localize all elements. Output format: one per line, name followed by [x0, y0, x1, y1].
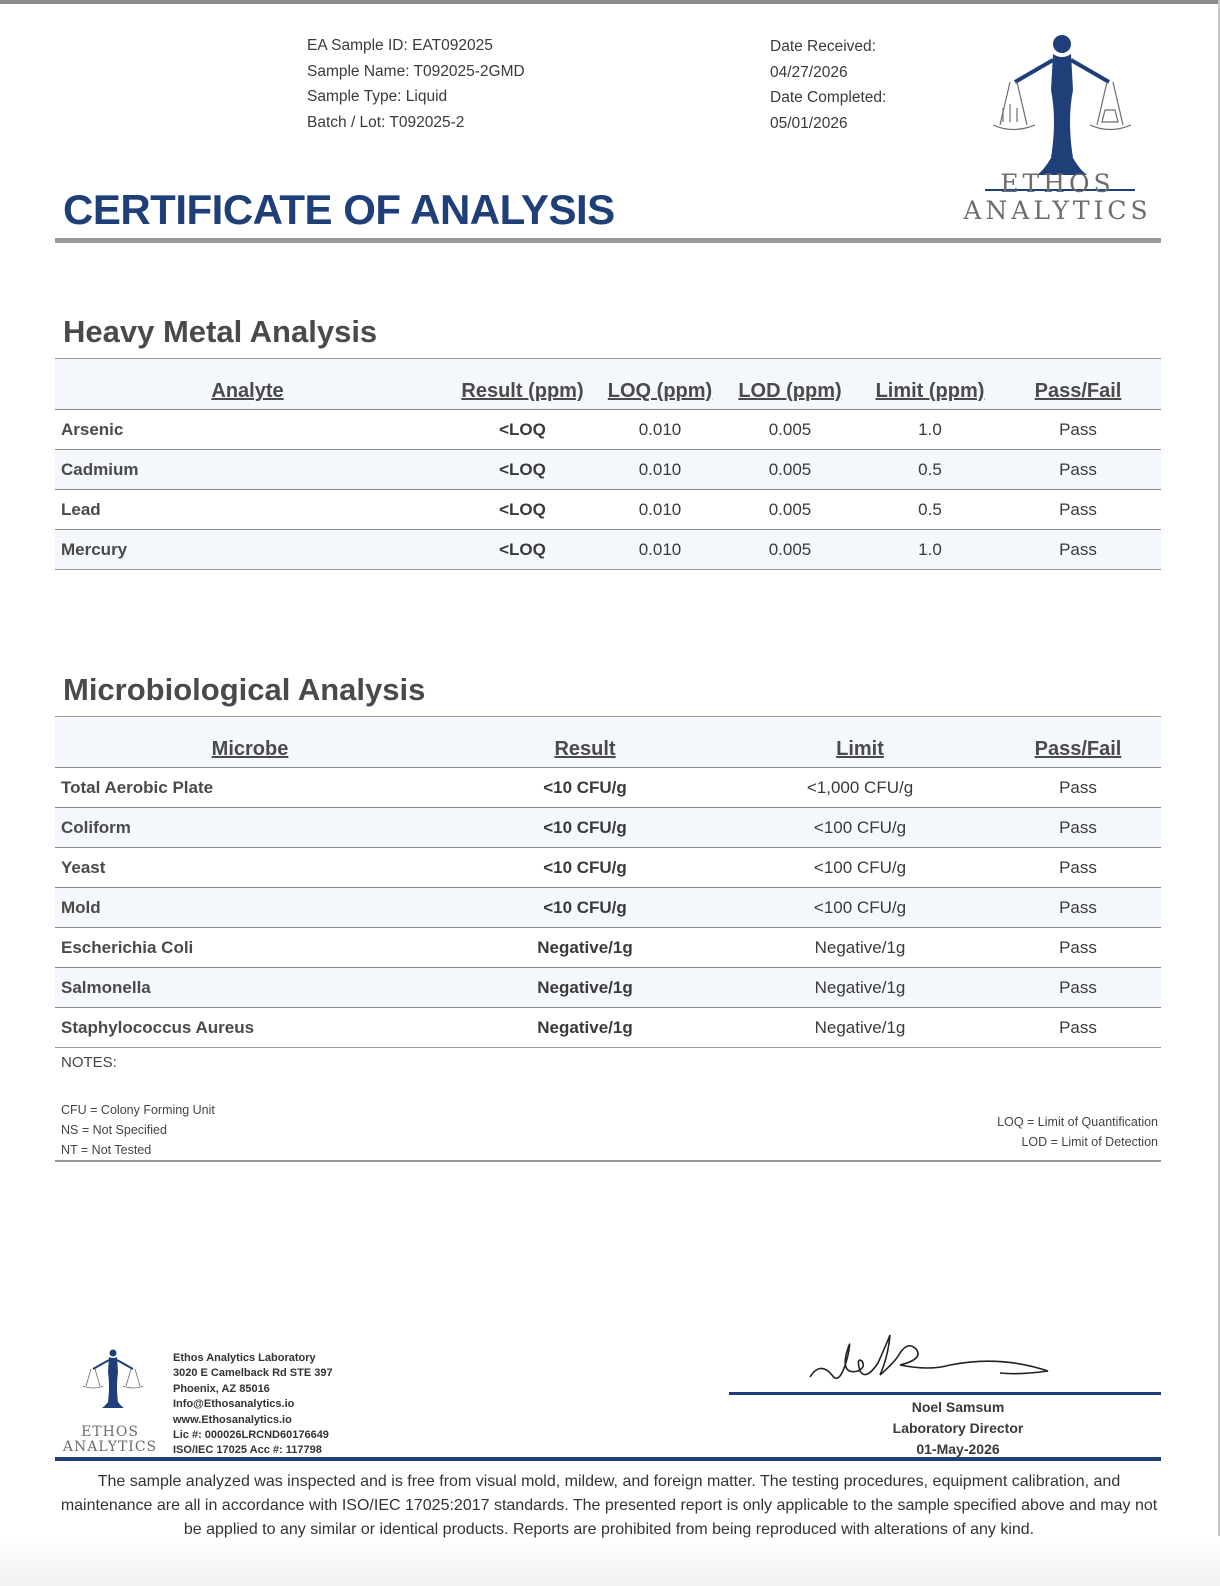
table-row	[55, 530, 1161, 570]
table-cell: 0.005	[715, 450, 865, 490]
column-header: Limit (ppm)	[875, 380, 985, 402]
signature-image	[800, 1325, 1060, 1395]
table-cell: 0.005	[715, 530, 865, 570]
table-cell: 0.5	[865, 450, 995, 490]
column-header: Limit	[836, 738, 884, 760]
lab-contact-block	[173, 1351, 333, 1459]
table-row	[55, 968, 1161, 1008]
column-header: Result (ppm)	[461, 380, 584, 402]
lab-iso: ISO/IEC 17025 Acc #: 117798	[173, 1444, 322, 1457]
table-cell: Negative/1g	[725, 968, 995, 1008]
title-divider	[55, 238, 1161, 243]
table-cell: Negative/1g	[445, 1008, 725, 1048]
table-cell: <LOQ	[440, 490, 605, 530]
small-brand-line-1: ETHOS	[81, 1424, 139, 1440]
signer-name: Noel Samsum	[911, 1399, 1005, 1415]
table-cell: 0.010	[605, 530, 715, 570]
table-cell: <10 CFU/g	[445, 888, 725, 928]
notes-abbreviations	[61, 1100, 215, 1160]
table-cell: 0.005	[715, 410, 865, 450]
table-cell: Pass	[995, 530, 1161, 570]
row-label: Lead	[55, 490, 440, 530]
table-cell: <1,000 CFU/g	[725, 768, 995, 808]
column-header: LOQ (ppm)	[607, 380, 713, 402]
top-border	[0, 0, 1220, 4]
table-cell: Negative/1g	[725, 1008, 995, 1048]
table-cell: 0.010	[605, 410, 715, 450]
small-brand-line-2: ANALYTICS	[62, 1439, 158, 1455]
column-header: Analyte	[211, 380, 284, 402]
lab-website: www.Ethosanalytics.io	[173, 1413, 292, 1426]
table-cell: <100 CFU/g	[725, 888, 995, 928]
notes-label: NOTES:	[61, 1054, 117, 1071]
table-cell: Pass	[995, 1008, 1161, 1048]
table-row	[55, 1008, 1161, 1048]
table-cell: 0.005	[715, 490, 865, 530]
table-row	[55, 848, 1161, 888]
table-cell: Pass	[995, 410, 1161, 450]
lab-address-2: Phoenix, AZ 85016	[173, 1382, 270, 1395]
batch-lot: Batch / Lot: T092025-2	[307, 113, 465, 131]
table-row	[55, 490, 1161, 530]
sample-info	[307, 33, 525, 135]
table-cell: <LOQ	[440, 450, 605, 490]
footer-divider	[55, 1457, 1161, 1461]
micro-header-row	[55, 717, 1161, 768]
table-cell: Pass	[995, 768, 1161, 808]
table-cell: Pass	[995, 808, 1161, 848]
table-cell: Pass	[995, 490, 1161, 530]
table-cell: Pass	[995, 888, 1161, 928]
row-label: Salmonella	[55, 968, 445, 1008]
notes-definitions	[997, 1112, 1158, 1152]
sample-type: Sample Type: Liquid	[307, 88, 448, 106]
heavy-metal-header-row	[55, 359, 1161, 410]
row-label: Cadmium	[55, 450, 440, 490]
table-cell: 0.5	[865, 490, 995, 530]
signer-block	[858, 1397, 1058, 1460]
table-cell: <100 CFU/g	[725, 808, 995, 848]
brand-wordmark	[955, 170, 1160, 224]
table-cell: Negative/1g	[445, 928, 725, 968]
column-header: Microbe	[211, 738, 289, 760]
table-cell: Pass	[995, 928, 1161, 968]
lab-license: Lic #: 000026LRCND60176649	[173, 1429, 329, 1442]
lab-name: Ethos Analytics Laboratory	[173, 1352, 316, 1364]
table-row	[55, 888, 1161, 928]
page-bottom-shade	[0, 1536, 1220, 1586]
signature-line	[729, 1392, 1161, 1395]
note-item: NS = Not Specified	[61, 1123, 167, 1137]
row-label: Total Aerobic Plate	[55, 768, 445, 808]
sample-name: Sample Name: T092025-2GMD	[307, 62, 525, 80]
table-cell: <10 CFU/g	[445, 808, 725, 848]
signer-role: Laboratory Director	[892, 1420, 1024, 1436]
row-label: Mold	[55, 888, 445, 928]
table-row	[55, 410, 1161, 450]
table-cell: Pass	[995, 968, 1161, 1008]
row-label: Coliform	[55, 808, 445, 848]
row-label: Mercury	[55, 530, 440, 570]
date-completed: 05/01/2026	[770, 114, 848, 132]
note-item: LOQ = Limit of Quantification	[997, 1115, 1158, 1129]
notes-divider	[55, 1160, 1161, 1162]
note-item: NT = Not Tested	[61, 1143, 152, 1157]
signer-date: 01-May-2026	[916, 1441, 1000, 1457]
table-cell: 0.010	[605, 450, 715, 490]
sample-id: EA Sample ID: EAT092025	[307, 37, 493, 54]
table-row	[55, 808, 1161, 848]
table-row	[55, 928, 1161, 968]
table-cell: <LOQ	[440, 530, 605, 570]
heavy-metal-title: Heavy Metal Analysis	[63, 314, 378, 349]
table-cell: 0.010	[605, 490, 715, 530]
column-header: Pass/Fail	[1034, 380, 1122, 402]
row-label: Escherichia Coli	[55, 928, 445, 968]
table-cell: Negative/1g	[445, 968, 725, 1008]
table-cell: 1.0	[865, 530, 995, 570]
row-label: Staphylococcus Aureus	[55, 1008, 445, 1048]
table-cell: Negative/1g	[725, 928, 995, 968]
date-info	[770, 34, 886, 136]
table-cell: 1.0	[865, 410, 995, 450]
heavy-metal-table	[55, 358, 1161, 570]
table-cell: Pass	[995, 848, 1161, 888]
micro-table	[55, 716, 1161, 1048]
micro-title: Microbiological Analysis	[63, 672, 426, 707]
table-cell: <10 CFU/g	[445, 848, 725, 888]
row-label: Yeast	[55, 848, 445, 888]
column-header: LOD (ppm)	[738, 380, 842, 402]
column-header: Result	[554, 738, 616, 760]
document-title: CERTIFICATE OF ANALYSIS	[63, 186, 615, 233]
disclaimer-text: The sample analyzed was inspected and is free from visual mold, mildew, and foreign matter. The testing procedures, equipment calibration, and maintenance are all in accordance with ISO/IEC 17025:2017 standards. The presented report is only applicable to the sample specified above and may not be applied to any similar or identical products. Reports are prohibited from being reproduced with alterations of any kind.	[60, 1473, 1158, 1538]
table-row	[55, 450, 1161, 490]
table-cell: Pass	[995, 450, 1161, 490]
note-item: CFU = Colony Forming Unit	[61, 1103, 215, 1117]
table-row	[55, 768, 1161, 808]
brand-line-2: ANALYTICS	[963, 196, 1152, 225]
table-cell: <LOQ	[440, 410, 605, 450]
table-cell: <100 CFU/g	[725, 848, 995, 888]
lab-address-1: 3020 E Camelback Rd STE 397	[173, 1367, 333, 1380]
small-brand-wordmark	[54, 1425, 166, 1455]
date-received-label: Date Received:	[770, 38, 876, 55]
brand-line-1: ETHOS	[1000, 169, 1115, 198]
date-completed-label: Date Completed:	[770, 89, 887, 107]
ethos-small-logo-icon	[73, 1348, 153, 1418]
note-item: LOD = Limit of Detection	[1021, 1135, 1158, 1149]
table-cell: <10 CFU/g	[445, 768, 725, 808]
column-header: Pass/Fail	[1034, 738, 1122, 760]
lab-email: Info@Ethosanalytics.io	[173, 1398, 295, 1411]
row-label: Arsenic	[55, 410, 440, 450]
date-received: 04/27/2026	[770, 63, 848, 81]
